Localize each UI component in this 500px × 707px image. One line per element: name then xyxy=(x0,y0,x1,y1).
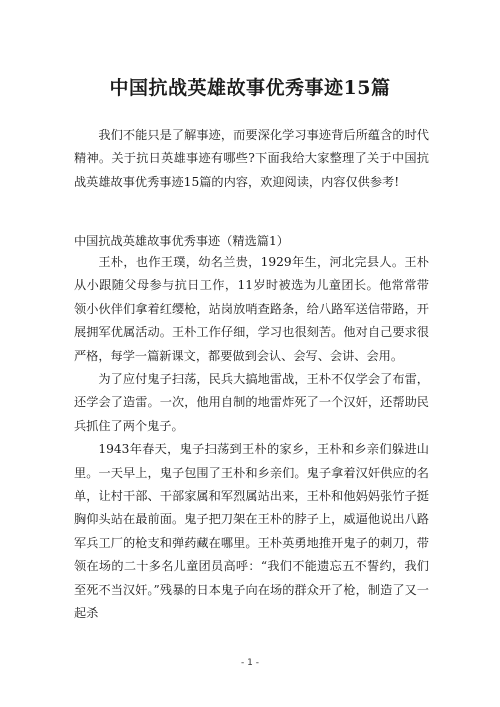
document-title: 中国抗战英雄故事优秀事迹15篇 xyxy=(109,77,391,99)
section-heading: 中国抗战英雄故事优秀事迹（精选篇1） xyxy=(74,234,289,248)
story-paragraph-3: 1943年春天，鬼子扫荡到王朴的家乡，王朴和乡亲们躲进山里。一天早上，鬼子包围了王朴和乡亲们。鬼子拿着汉奸供应的名单，让村干部、干部家属和军烈属站出来，王朴和他妈妈张竹子挺胸仰头站在最前面。鬼子把刀架在王朴的脖子上，威逼他说出八路军兵工厂的枪支和弹药藏在哪里。王朴英勇地推开鬼子的刺刀，带领在场的二十多名儿童团员高呼：“我们不能遗忘五不誓约，我们至死不当汉奸。”残暴的日本鬼子向在场的群众开了枪，制造了又一起杀 xyxy=(74,442,429,621)
story-paragraph-2: 为了应付鬼子扫荡，民兵大搞地雷战，王朴不仅学会了布雷，还学会了造雷。一次，他用自制的地雷炸死了一个汉奸，还帮助民兵抓住了两个鬼子。 xyxy=(74,372,429,433)
intro-paragraph: 我们不能只是了解事迹，而要深化学习事迹背后所蕴含的时代精神。关于抗日英雄事迹有哪些?下面我给大家整理了关于中国抗战英雄故事优秀事迹15篇的内容，欢迎阅读，内容仅供参考! xyxy=(74,128,429,189)
page-number: - 1 - xyxy=(241,658,259,668)
story-body xyxy=(74,251,429,626)
story-paragraph-1: 王朴，也作王璞，幼名兰贵，1929年生，河北完县人。王朴从小跟随父母参与抗日工作，11岁时被选为儿童团长。他常常带领小伙伴们拿着红缨枪，站岗放哨查路条，给八路军送信带路，开展拥军优属活动。王朴工作仔细，学习也很刻苦。他对自己要求很严格，每学一篇新课文，都要做到会认、会写、会讲、会用。 xyxy=(74,255,429,363)
